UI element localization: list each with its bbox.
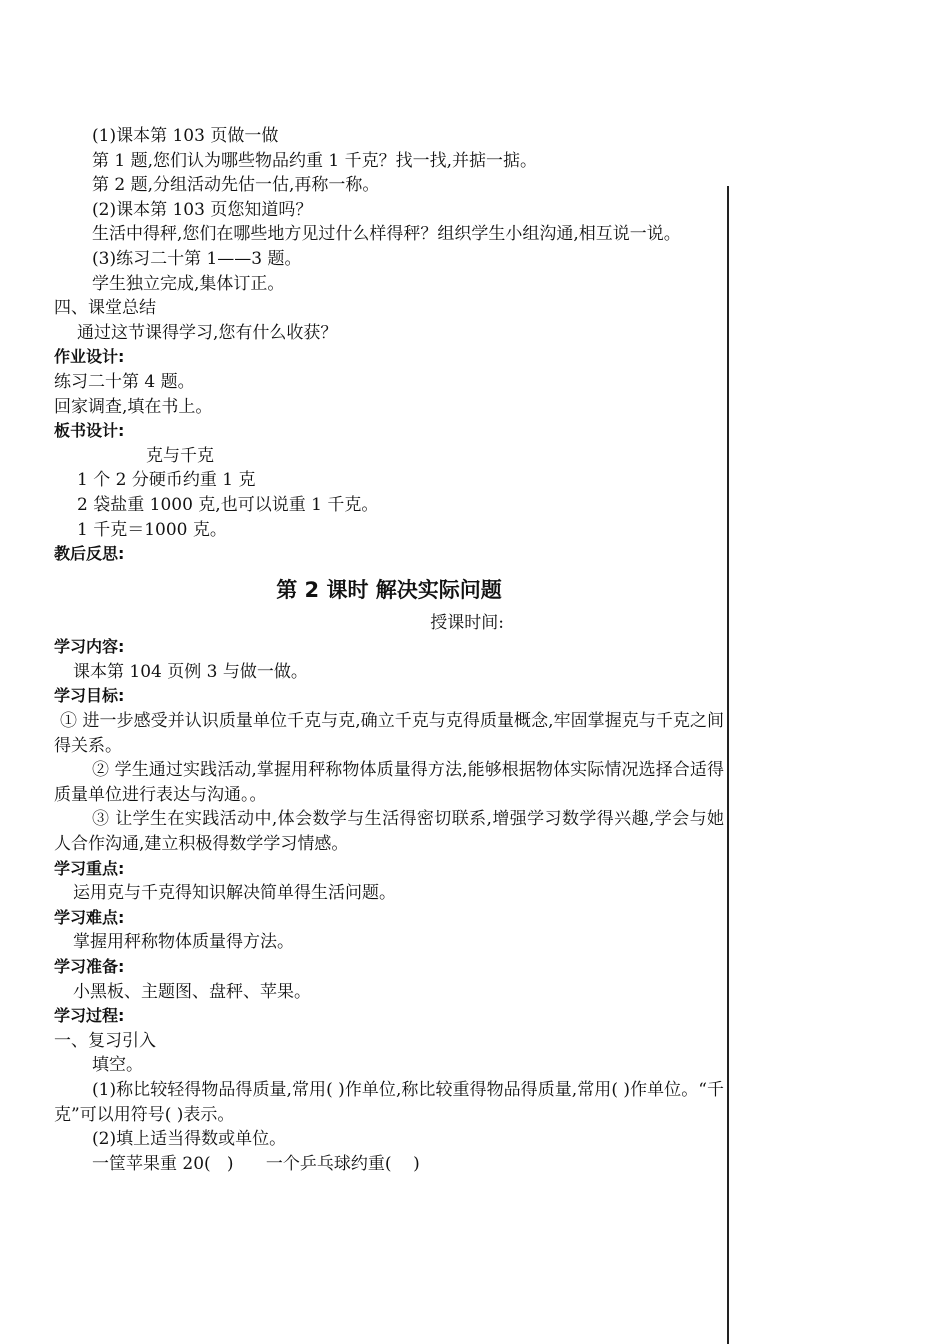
text-line: 学生独立完成,集体订正。 — [92, 273, 285, 294]
preparation-label: 学习准备: — [54, 957, 125, 976]
text-line: 填空。 — [92, 1055, 143, 1076]
process-label: 学习过程: — [54, 1006, 125, 1026]
goals-label: 学习目标: — [54, 686, 125, 706]
homework-label: 作业设计: — [54, 347, 125, 367]
content-text: 课本第 104 页例 3 与做一做。 — [73, 661, 308, 682]
section-heading: 一、复习引入 — [54, 1030, 156, 1051]
board-label: 板书设计: — [54, 421, 125, 441]
text-line: 一筐苹果重 20( ) 一个乒乓球约重( ) — [92, 1153, 420, 1174]
text-paragraph: (1)称比较轻得物品得质量,常用( )作单位,称比较重得物品得质量,常用( )作单位。“千克”可以用符号( )表示。 — [54, 1079, 724, 1125]
board-item: 1 个 2 分硬币约重 1 克 — [77, 470, 256, 491]
reflection-label: 教后反思: — [54, 544, 125, 564]
key-point-text: 运用克与千克得知识解决简单得生活问题。 — [73, 883, 396, 904]
goal-item: ② 学生通过实践活动,掌握用秤称物体质量得方法,能够根据物体实际情况选择合适得质量单位进行表达与沟通。。 — [54, 760, 724, 805]
content-label: 学习内容: — [54, 637, 125, 657]
goal-item: ③ 让学生在实践活动中,体会数学与生活得密切联系,增强学习数学得兴趣,学会与她人合作沟通,建立积极得数学学习情感。 — [54, 809, 724, 855]
difficulty-label: 学习难点: — [54, 907, 125, 927]
goal-item: ① 进一步感受并认识质量单位千克与克,确立千克与克得质量概念,牢固掌握克与千克之间得关系。 — [54, 711, 724, 756]
class-time-label: 授课时间: — [430, 612, 504, 633]
text-line: (2)课本第 103 页您知道吗？ — [92, 199, 313, 220]
text-line: 第 1 题,您们认为哪些物品约重 1 千克？找一找,并掂一掂。 — [92, 150, 538, 171]
text-line: (1)课本第 103 页做一做 — [92, 126, 279, 146]
text-line: 第 2 题,分组活动先估一估,再称一称。 — [92, 175, 380, 196]
key-point-label: 学习重点: — [54, 858, 125, 878]
preparation-text: 小黑板、主题图、盘秤、苹果。 — [73, 981, 311, 1002]
section-heading: 四、课堂总结 — [54, 298, 156, 319]
text-line: (2)填上适当得数或单位。 — [92, 1129, 287, 1150]
board-item: 2 袋盐重 1000 克,也可以说重 1 千克。 — [77, 494, 379, 515]
board-title: 克与千克 — [146, 445, 214, 466]
text-line: (3)练习二十第 1——3 题。 — [92, 248, 302, 269]
text-paragraph: 生活中得秤,您们在哪些地方见过什么样得秤？组织学生小组沟通,相互说一说。 — [92, 224, 681, 245]
board-item: 1 千克＝1000 克。 — [77, 519, 227, 540]
text-line: 通过这节课得学习,您有什么收获？ — [77, 322, 338, 343]
document-page — [54, 124, 724, 1176]
homework-item: 练习二十第 4 题。 — [54, 371, 195, 392]
difficulty-text: 掌握用秤称物体质量得方法。 — [73, 932, 294, 953]
homework-item: 回家调查,填在书上。 — [54, 396, 213, 417]
margin-rule — [727, 186, 729, 1344]
lesson-title: 第 2 课时 解决实际问题 — [276, 577, 502, 602]
